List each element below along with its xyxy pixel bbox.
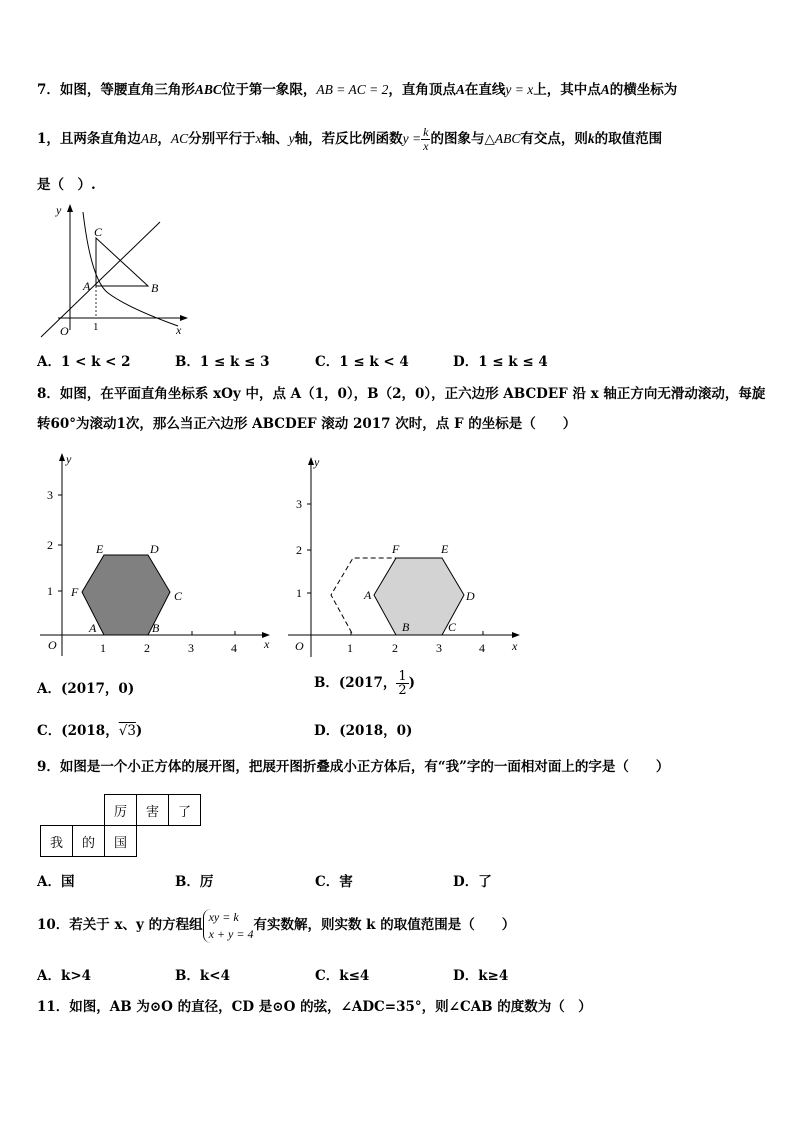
- q8-f1-b: B: [152, 621, 160, 635]
- q8-f1-c: C: [174, 589, 183, 603]
- q8-f1-o: O: [48, 638, 57, 652]
- q11-line: 11．如图，AB 为⊙O 的直径，CD 是⊙O 的弦，∠ADC=35°，则∠CAB 的度数为（ ）: [37, 999, 592, 1015]
- q7-option-d[interactable]: D．1 ≤ k ≤ 4: [453, 354, 548, 370]
- q7-line2: 1，且两条直角边AB，AC分别平行于x轴、y轴，若反比例函数y = $\frac{k}{x}$ 的图象与△ABC有交点，则k的取值范围: [37, 125, 663, 153]
- q7-line1: 7．如图，等腰直角三角形ABC位于第一象限，AB = AC = 2，直角顶点A在直线y = x上，其中点A的横坐标为: [37, 82, 678, 98]
- q8-f1-y: y: [66, 452, 72, 466]
- q9-cell-guo: 国: [105, 826, 137, 857]
- q8-f2-o: O: [295, 639, 304, 653]
- q8-f1-d: D: [150, 542, 159, 556]
- q7-label-o: O: [60, 324, 69, 338]
- q8-f2-tx4: 4: [479, 641, 485, 655]
- q7-label-a: A: [83, 279, 91, 293]
- q7-option-b[interactable]: B．1 ≤ k ≤ 3: [175, 354, 270, 370]
- q8-f2-b: B: [402, 620, 410, 634]
- q7-label-b: B: [151, 281, 159, 295]
- q9-cell-li: 厉: [105, 795, 137, 826]
- q9-cell-hai: 害: [137, 795, 169, 826]
- q8-f2-ty2: 2: [296, 543, 302, 557]
- q10-option-d[interactable]: D．k≥4: [453, 968, 509, 984]
- q8-f2-tx1: 1: [347, 641, 353, 655]
- q8-f1-ty2: 2: [47, 538, 53, 552]
- q8-f1-ty3: 3: [47, 488, 53, 502]
- q8-option-c[interactable]: C．(2018，√3): [37, 723, 143, 739]
- q10-option-c[interactable]: C．k≤4: [315, 968, 370, 984]
- q7-figure: [38, 200, 198, 340]
- q9-option-a[interactable]: A．国: [37, 874, 75, 890]
- q10-option-b[interactable]: B．k<4: [175, 968, 230, 984]
- q7-option-c[interactable]: C．1 ≤ k < 4: [315, 354, 409, 370]
- q9-cell-le: 了: [169, 795, 201, 826]
- q8-f2-tx2: 2: [392, 641, 398, 655]
- q7-label-c: C: [94, 225, 103, 239]
- q8-option-b[interactable]: B．(2017， $\frac{1}{2}$ ): [314, 669, 416, 698]
- q8-figure-2: [286, 452, 526, 662]
- q8-line1: 8．如图，在平面直角坐标系 xOy 中，点 A（1，0），B（2，0），正六边形 ABCDEF 沿 x 轴正方向无滑动滚动，每旋: [37, 386, 766, 402]
- q8-option-a[interactable]: A．(2017，0): [37, 681, 135, 697]
- q7-line3: 是（ ）.: [37, 177, 96, 193]
- q8-f2-e: E: [441, 542, 449, 556]
- q7-label-x: x: [176, 323, 182, 337]
- q10-line: 10．若关于 x、y 的方程组 xy = k x + y = 4 有实数解，则实数 k 的取值范围是（ ）: [37, 909, 516, 941]
- q8-line2: 转60°为滚动1次，那么当正六边形 ABCDEF 滚动 2017 次时，点 F 的坐标是（ ）: [37, 416, 577, 432]
- q8-f1-e: E: [96, 542, 104, 556]
- q8-f1-a: A: [89, 621, 97, 635]
- q8-f1-tx4: 4: [231, 641, 237, 655]
- q8-f2-a: A: [364, 588, 372, 602]
- q9-line: 9．如图是一个小正方体的展开图，把展开图折叠成小正方体后，有“我”字的一面相对面上的字是（ ）: [37, 759, 670, 775]
- q8-f1-tx3: 3: [188, 641, 194, 655]
- q8-f2-c: C: [448, 620, 457, 634]
- q9-option-b[interactable]: B．厉: [175, 874, 214, 890]
- q8-f1-f: F: [71, 585, 79, 599]
- q9-cell-de: 的: [73, 826, 105, 857]
- q8-figure-1: [38, 446, 278, 661]
- q8-f1-tx1: 1: [100, 641, 106, 655]
- q8-f2-d: D: [466, 589, 475, 603]
- q8-f2-x: x: [512, 639, 518, 653]
- q9-cell-wo: 我: [41, 826, 73, 857]
- q9-cube-net: [40, 794, 201, 857]
- q7-label-y: y: [56, 203, 62, 217]
- q9-option-c[interactable]: C．害: [315, 874, 353, 890]
- q8-f1-tx2: 2: [144, 641, 150, 655]
- q10-option-a[interactable]: A．k>4: [37, 968, 92, 984]
- q8-f2-f: F: [392, 542, 400, 556]
- q8-option-d[interactable]: D．(2018，0): [314, 723, 413, 739]
- q9-option-d[interactable]: D．了: [453, 874, 492, 890]
- q8-f2-y: y: [314, 455, 320, 469]
- q7-label-one: 1: [93, 321, 99, 333]
- q7-option-a[interactable]: A．1 < k < 2: [37, 354, 131, 370]
- q8-f1-ty1: 1: [47, 584, 53, 598]
- q8-f2-tx3: 3: [436, 641, 442, 655]
- q8-f2-ty1: 1: [296, 586, 302, 600]
- q10-equation-system: xy = k x + y = 4: [203, 909, 254, 943]
- q8-f2-ty3: 3: [296, 497, 302, 511]
- q8-f1-x: x: [264, 637, 270, 651]
